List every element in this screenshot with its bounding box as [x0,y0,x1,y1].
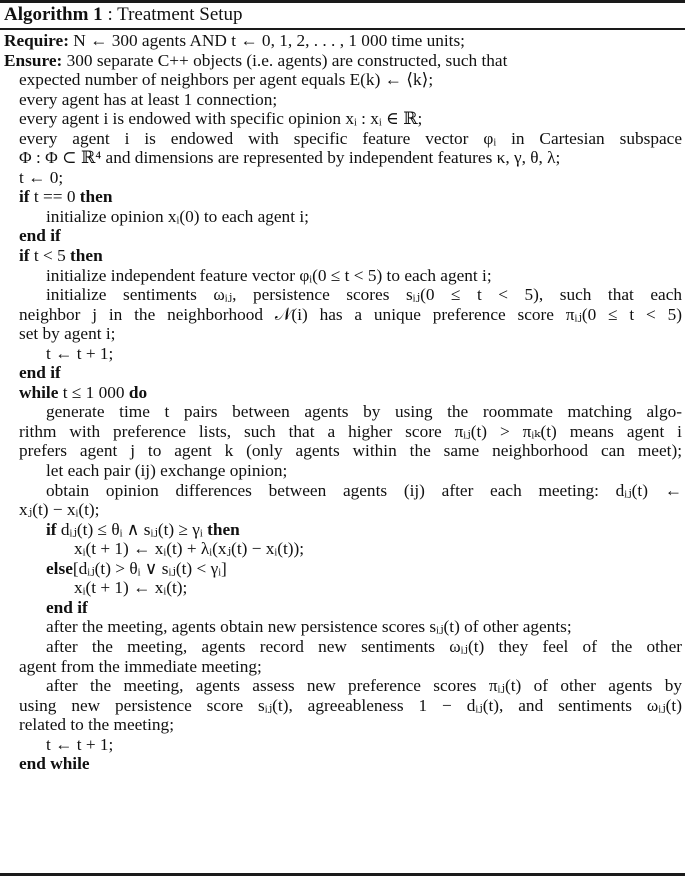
keyword: do [128,382,148,402]
keyword: end if [19,226,61,246]
line-text: rithm with preference lists, such that a higher score πᵢⱼ(t) > πᵢₖ(t) means agent i [19,421,682,441]
line-text: initialize opinion xᵢ(0) to each agent i; [46,206,309,226]
keyword: else [46,558,73,578]
keyword: then [79,187,113,207]
algorithm-label: Algorithm 1 [4,4,103,25]
bottom-rule [0,873,685,876]
algorithm-line [0,402,685,422]
algorithm-line [0,90,685,110]
algorithm-body [0,30,685,774]
algorithm-line [0,676,685,696]
keyword: end while [19,754,90,774]
line-text: set by agent i; [19,324,116,344]
line-text: Φ : Φ ⊂ ℝ⁴ and dimensions are represented by independent features κ, γ, θ, λ; [19,148,561,168]
keyword: then [207,519,240,539]
algorithm-line [0,187,685,207]
algorithm-line [0,637,685,657]
line-text: after the meeting, agents record new sentiments ωᵢⱼ(t) they feel of the other [46,636,682,656]
algorithm-line [0,500,685,520]
line-text: xⱼ(t) − xᵢ(t); [19,500,100,520]
line-text: [dᵢⱼ(t) > θᵢ ∨ sᵢⱼ(t) < γᵢ] [72,558,227,578]
algorithm-line [0,129,685,149]
algorithm-line [0,617,685,637]
algorithm-line [0,657,685,677]
algorithm-line [0,363,685,383]
line-text: dᵢⱼ(t) ≤ θᵢ ∧ sᵢⱼ(t) ≥ γᵢ [56,519,208,539]
line-text: t == 0 [29,187,80,207]
line-text: after the meeting, agents assess new preference scores πᵢⱼ(t) of other agents by [46,676,682,696]
algorithm-line [0,715,685,735]
algorithm-line [0,324,685,344]
algorithm-line [0,520,685,540]
line-text: prefers agent j to agent k (only agents within the same neighborhood can meet); [19,441,682,461]
algorithm-line [0,559,685,579]
keyword: if [19,246,30,266]
line-text: N ← 300 agents AND t ← 0, 1, 2, . . . , 1 000 time units; [68,31,465,50]
algorithm-line [0,539,685,559]
algorithm-title: Treatment Setup [117,4,243,25]
keyword: Require: [4,31,69,50]
line-text: t ≤ 1 000 [58,382,129,402]
line-text: t < 5 [29,246,71,266]
line-text: every agent i is endowed with specific feature vector φᵢ in Cartesian subspace [19,128,682,148]
keyword: end if [19,363,61,383]
algorithm-line [0,226,685,246]
line-text: every agent has at least 1 connection; [19,89,278,109]
algorithm-line [0,31,685,51]
line-text: t ← 0; [19,167,64,187]
line-text: generate time t pairs between agents by using the roommate matching algo- [46,402,682,422]
algorithm-line [0,461,685,481]
algorithm-line [0,109,685,129]
algorithm-line [0,51,685,71]
algorithm-line [0,481,685,501]
algorithm-line [0,598,685,618]
algorithm-caption [0,3,685,27]
line-text: using new persistence score sᵢⱼ(t), agreeableness 1 − dᵢⱼ(t), and sentiments ωᵢⱼ(t) [19,695,682,715]
algorithm-line [0,207,685,227]
line-text: xᵢ(t + 1) ← xᵢ(t) + λᵢ(xⱼ(t) − xᵢ(t)); [74,539,305,559]
line-text: neighbor j in the neighborhood 𝒩(i) has a unique preference score πᵢⱼ(0 ≤ t < 5) [19,304,682,324]
keyword: end if [46,597,88,617]
algorithm-line [0,441,685,461]
algorithm-line [0,422,685,442]
line-text: let each pair (ij) exchange opinion; [46,461,288,481]
algorithm-line [0,246,685,266]
algorithm-line [0,266,685,286]
algorithm-line [0,754,685,774]
algorithm-line [0,383,685,403]
algorithm-line [0,70,685,90]
algorithm-line [0,578,685,598]
keyword: if [46,519,57,539]
algorithm-line [0,168,685,188]
algorithm-line [0,344,685,364]
line-text: 300 separate C++ objects (i.e. agents) are constructed, such that [62,50,508,70]
line-text: xᵢ(t + 1) ← xᵢ(t); [74,578,188,598]
keyword: if [19,187,30,207]
keyword: then [70,246,103,266]
line-text: initialize independent feature vector φᵢ(0 ≤ t < 5) to each agent i; [46,265,492,285]
algorithm-line [0,148,685,168]
line-text: obtain opinion differences between agents (ij) after each meeting: dᵢⱼ(t) ← [46,480,682,500]
line-text: t ← t + 1; [46,734,114,754]
keyword: while [19,382,59,402]
line-text: t ← t + 1; [46,343,114,363]
caption-separator: : [102,4,118,25]
line-text: expected number of neighbors per agent equals E(k) ← ⟨k⟩; [19,70,434,90]
algorithm-line [0,696,685,716]
algorithm-line [0,735,685,755]
line-text: every agent i is endowed with specific opinion xᵢ : xᵢ ∈ ℝ; [19,109,423,129]
line-text: agent from the immediate meeting; [19,656,262,676]
keyword: Ensure: [4,50,63,70]
line-text: initialize sentiments ωᵢⱼ, persistence scores sᵢⱼ(0 ≤ t < 5), such that each [46,285,682,305]
algorithm-line [0,285,685,305]
line-text: related to the meeting; [19,715,174,735]
algorithm-line [0,305,685,325]
line-text: after the meeting, agents obtain new persistence scores sᵢⱼ(t) of other agents; [46,617,572,637]
